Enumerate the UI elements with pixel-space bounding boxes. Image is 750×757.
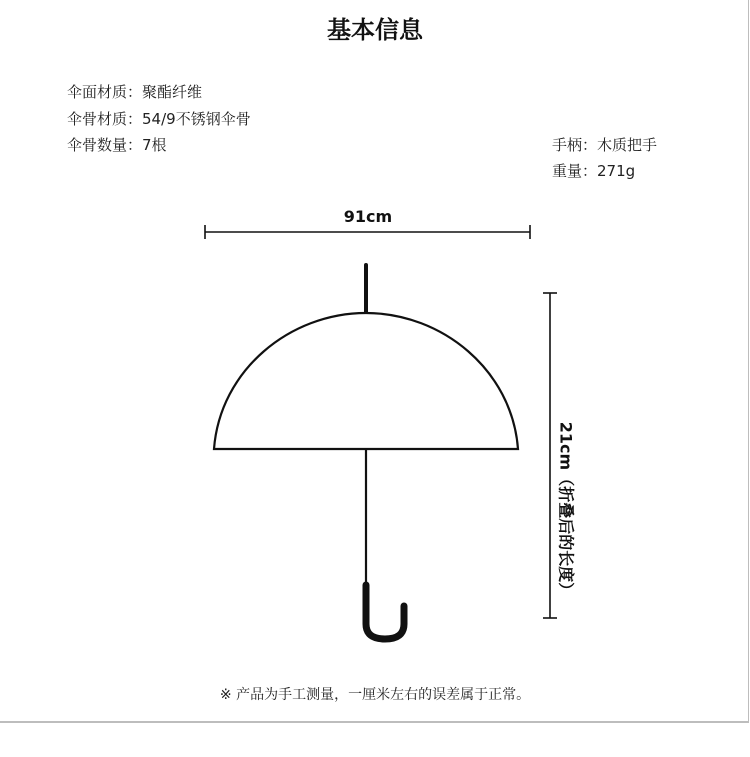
height-dimension-label: 21cm（折叠后的长度） <box>556 421 576 599</box>
spec-label: 重量： <box>552 162 598 180</box>
umbrella-canopy <box>214 313 518 449</box>
spec-value: 聚酯纤维 <box>142 83 203 101</box>
spec-value: 木质把手 <box>597 136 658 154</box>
umbrella-handle <box>366 585 404 639</box>
spec-label: 伞骨数量： <box>67 136 143 154</box>
spec-label: 手柄： <box>552 136 598 154</box>
spec-value: 54/9不锈钢伞骨 <box>142 110 251 128</box>
width-dimension-label: 91cm <box>343 207 393 226</box>
spec-value: 7根 <box>142 136 167 154</box>
spec-label: 伞面材质： <box>67 83 143 101</box>
measurement-note: ※ 产品为手工测量，一厘米左右的误差属于正常。 <box>219 687 531 703</box>
spec-label: 伞骨材质： <box>67 110 143 128</box>
spec-value: 271g <box>597 162 636 180</box>
page-title: 基本信息 <box>327 16 423 44</box>
